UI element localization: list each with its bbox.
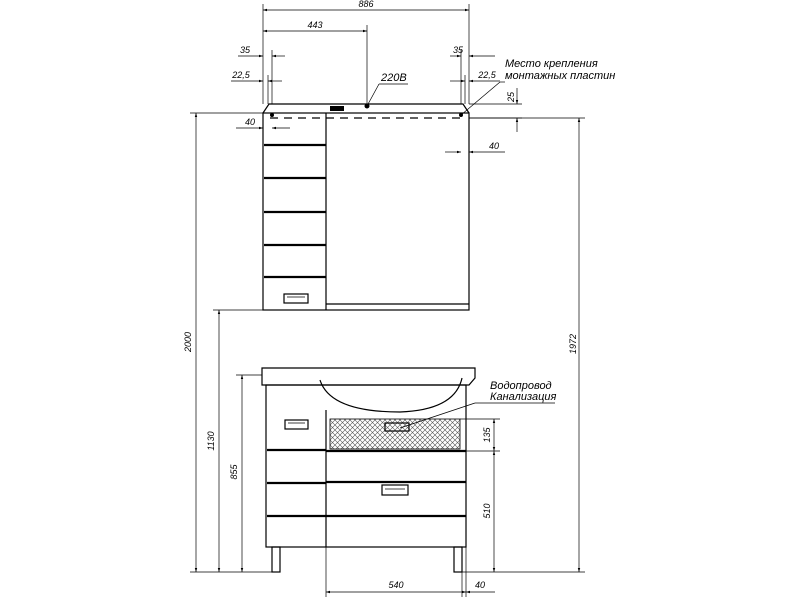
- dim-40-left: 40: [244, 117, 256, 127]
- dim-443: 443: [307, 20, 323, 30]
- vanity-unit: [262, 368, 475, 572]
- cabinet-drawer-handle: [284, 294, 308, 303]
- label-mount-line1: Место крепления: [505, 58, 598, 70]
- dim-40-bottom: 40: [474, 580, 486, 590]
- label-water: Водопровод: [490, 380, 552, 392]
- basin-top: [262, 368, 475, 385]
- leg-right: [454, 547, 462, 572]
- dim-22-5-right: 22,5: [478, 70, 496, 80]
- leg-left: [272, 547, 280, 572]
- dim-35-right: 35: [452, 45, 464, 55]
- dim-1130: 1130: [206, 431, 216, 451]
- dim-35-left: 35: [239, 45, 251, 55]
- cabinet-shelves: [264, 145, 326, 277]
- dim-855: 855: [229, 464, 239, 480]
- dim-25: 25: [506, 91, 516, 103]
- dim-2000: 2000: [183, 331, 193, 353]
- basin-bowl: [320, 378, 462, 412]
- leader-lines: [367, 82, 555, 428]
- vanity-left-handle: [285, 420, 308, 429]
- dim-22-5-left: 22,5: [232, 70, 250, 80]
- label-mount-line2: монтажных пластин: [505, 70, 616, 82]
- dimension-lines: [190, 4, 585, 597]
- dim-510: 510: [482, 503, 492, 519]
- dim-540: 540: [388, 580, 404, 590]
- dim-40-right: 40: [488, 141, 500, 151]
- mount-point-left-icon: [270, 113, 274, 117]
- dim-135: 135: [482, 427, 492, 443]
- mirror-cabinet: [263, 104, 469, 311]
- light-fixture: [330, 106, 344, 111]
- dim-886: 886: [358, 0, 374, 9]
- dim-1972: 1972: [568, 333, 578, 355]
- note-texts: [380, 58, 615, 403]
- label-220v: 220В: [381, 72, 407, 84]
- vanity-drawer-handle: [382, 485, 408, 495]
- label-sewer: Канализация: [490, 391, 557, 403]
